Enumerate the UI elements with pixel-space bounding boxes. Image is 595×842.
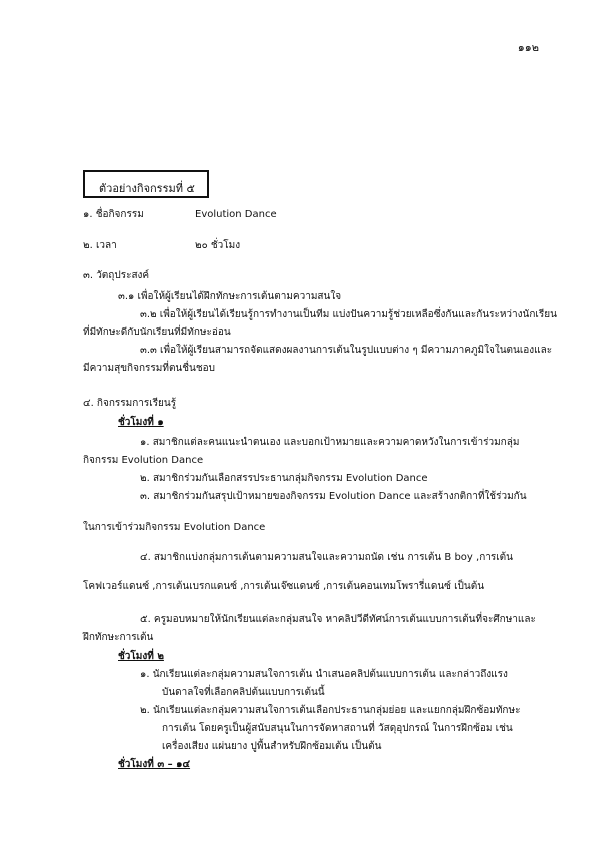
hour2-step2-line3: เครื่องเสียง แผ่นยาง ปูพื้นสำหรับฝึกซ้อมเต้น เป็นต้น — [162, 741, 382, 752]
hour1-step4-line1: ๔. สมาชิกแบ่งกลุ่มการเต้นตามความสนใจและความถนัด เช่น การเต้น B boy ,การเต้น — [140, 552, 513, 563]
activity-title-box — [83, 170, 209, 198]
hour1-step1-line1: ๑. สมาชิกแต่ละคนแนะนำตนเอง และบอกเป้าหมายและความคาดหวังในการเข้าร่วมกลุ่ม — [140, 437, 520, 448]
objective-2-line2: ที่มีทักษะดีกับนักเรียนที่มีทักษะอ่อน — [83, 327, 231, 338]
hour1-step1-line2: กิจกรรม Evolution Dance — [83, 455, 204, 466]
objective-3-line2: มีความสุขกิจกรรมที่ตนชื่นชอบ — [83, 363, 216, 374]
page-number: ๑๑๒ — [517, 41, 539, 54]
hour1-heading: ชั่วโมงที่ ๑ — [118, 417, 164, 428]
hour2-step2-line1: ๒. นักเรียนแต่ละกลุ่มความสนใจการเต้นเลือกประธานกลุ่มย่อย และแยกกลุ่มฝึกซ้อมทักษะ — [140, 705, 521, 716]
item2-value: ๒๐ ชั่วโมง — [195, 240, 241, 251]
item1-label: ๑. ชื่อกิจกรรม — [83, 209, 144, 220]
hour2-step1-line1: ๑. นักเรียนแต่ละกลุ่มความสนใจการเต้น นำเสนอคลิปต้นแบบการเต้น และกล่าวถึงแรง — [140, 669, 508, 680]
hour1-step3-line2: ในการเข้าร่วมกิจกรรม Evolution Dance — [83, 522, 266, 533]
hour1-step3-line1: ๓. สมาชิกร่วมกันสรุปเป้าหมายของกิจกรรม Evolution Dance และสร้างกติกาที่ใช้ร่วมกัน — [140, 491, 527, 502]
hour2-step2-line2: การเต้น โดยครูเป็นผู้สนับสนุนในการจัดหาสถานที่ วัสดุอุปกรณ์ ในการฝึกซ้อม เช่น — [162, 723, 513, 734]
item2-label: ๒. เวลา — [83, 240, 117, 251]
item4-label: ๔. กิจกรรมการเรียนรู้ — [83, 398, 177, 409]
hour2-step1-line2: บันดาลใจที่เลือกคลิปต้นแบบการเต้นนี้ — [162, 687, 325, 698]
hour1-step5-line2: ฝึกทักษะการเต้น — [83, 632, 154, 643]
activity-title: ตัวอย่างกิจกรรมที่ ๕ — [99, 182, 195, 195]
item3-label: ๓. วัตถุประสงค์ — [83, 270, 150, 281]
objective-3-line1: ๓.๓ เพื่อให้ผู้เรียนสามารถจัดแสดงผลงานการเต้นในรูปแบบต่าง ๆ มีความภาคภูมิใจในตนเองและ — [140, 345, 553, 356]
hour1-step5-line1: ๕. ครูมอบหมายให้นักเรียนแต่ละกลุ่มสนใจ หาคลิปวีดีทัศน์การเต้นแบบการเต้นที่จะศึกษาและ — [140, 614, 536, 625]
objective-2-line1: ๓.๒ เพื่อให้ผู้เรียนได้เรียนรู้การทำงานเป็นทีม แบ่งปันความรู้ช่วยเหลือซึ่งกันและกันระหว่างนักเรียน — [140, 309, 557, 320]
hour2-heading: ชั่วโมงที่ ๒ — [118, 651, 164, 662]
hour1-step2: ๒. สมาชิกร่วมกันเลือกสรรประธานกลุ่มกิจกรรม Evolution Dance — [140, 473, 428, 484]
item1-value: Evolution Dance — [195, 209, 277, 220]
hour3-heading: ชั่วโมงที่ ๓ – ๑๔ — [118, 759, 191, 770]
hour1-step4-line2: โคฟเวอร์แดนซ์ ,การเต้นเบรกแดนซ์ ,การเต้นเจ๊ซแดนซ์ ,การเต้นคอนเทมโพรารี่แดนซ์ เป็นต้น — [83, 581, 485, 592]
objective-1: ๓.๑ เพื่อให้ผู้เรียนได้ฝึกทักษะการเต้นตามความสนใจ — [118, 291, 342, 302]
